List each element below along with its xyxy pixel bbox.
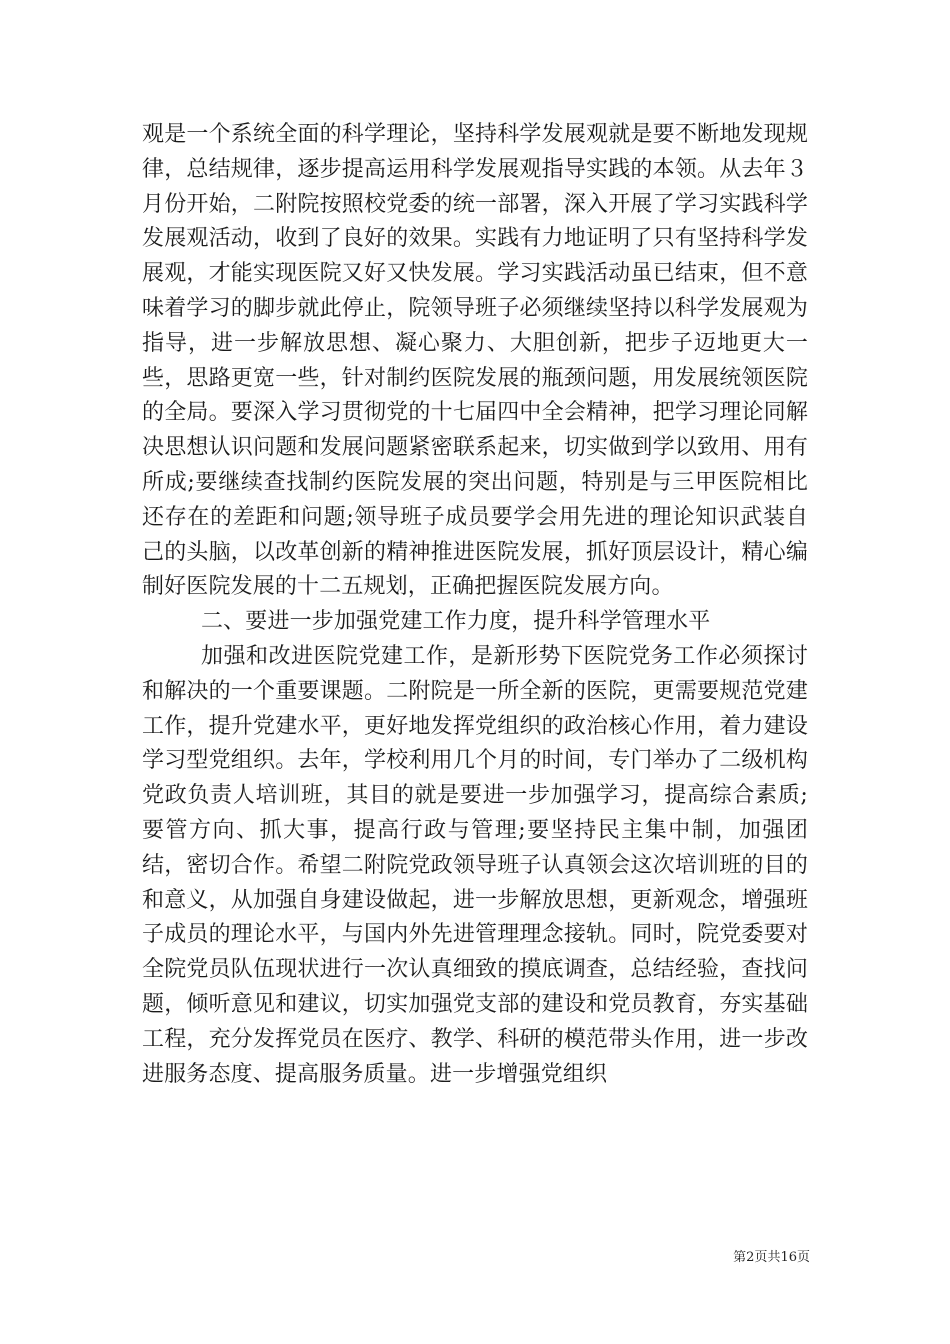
paragraph-party-building: 加强和改进医院党建工作，是新形势下医院党务工作必须探讨和解决的一个重要课题。二附院是一所全新的医院，更需要规范党建工作，提升党建水平，更好地发挥党组织的政治核心作用，着力建设学习型党组织。去年，学校利用几个月的时间，专门举办了二级机构党政负责人培训班，其目的就是要进一步加强学习，提高综合素质;要管方向、抓大事，提高行政与管理;要坚持民主集中制，加强团结，密切合作。希望二附院党政领导班子认真领会这次培训班的目的和意义，从加强自身建设做起，进一步解放思想，更新观念，增强班子成员的理论水平，与国内外先进管理理念接轨。同时，院党委要对全院党员队伍现状进行一次认真细致的摸底调查，总结经验，查找问题，倾听意见和建议，切实加强党支部的建设和党员教育，夯实基础工程，充分发挥党员在医疗、教学、科研的模范带头作用，进一步改进服务态度、提高服务质量。进一步增强党组织 xyxy=(142,643,808,1087)
paragraph-continuation: 观是一个系统全面的科学理论，坚持科学发展观就是要不断地发现规律，总结规律，逐步提高运用科学发展观指导实践的本领。从去年３月份开始，二附院按照校党委的统一部署，深入开展了学习实践科学发展观活动，收到了良好的效果。实践有力地证明了只有坚持科学发展观，才能实现医院又好又快发展。学习实践活动虽已结束，但不意味着学习的脚步就此停止，院领导班子必须继续坚持以科学发展观为指导，进一步解放思想、凝心聚力、大胆创新，把步子迈地更大一些，思路更宽一些，针对制约医院发展的瓶颈问题，用发展统领医院的全局。要深入学习贯彻党的十七届四中全会精神，把学习理论同解决思想认识问题和发展问题紧密联系起来，切实做到学以致用、用有所成;要继续查找制约医院发展的突出问题，特别是与三甲医院相比还存在的差距和问题;领导班子成员要学会用先进的理论知识武装自己的头脑，以改革创新的精神推进医院发展，抓好顶层设计，精心编制好医院发展的十二五规划，正确把握医院发展方向。 xyxy=(142,122,808,600)
page-number: 第2页共16页 xyxy=(733,1250,810,1265)
section-heading: 二、要进一步加强党建工作力度，提升科学管理水平 xyxy=(201,609,711,635)
body-text xyxy=(142,118,808,1092)
